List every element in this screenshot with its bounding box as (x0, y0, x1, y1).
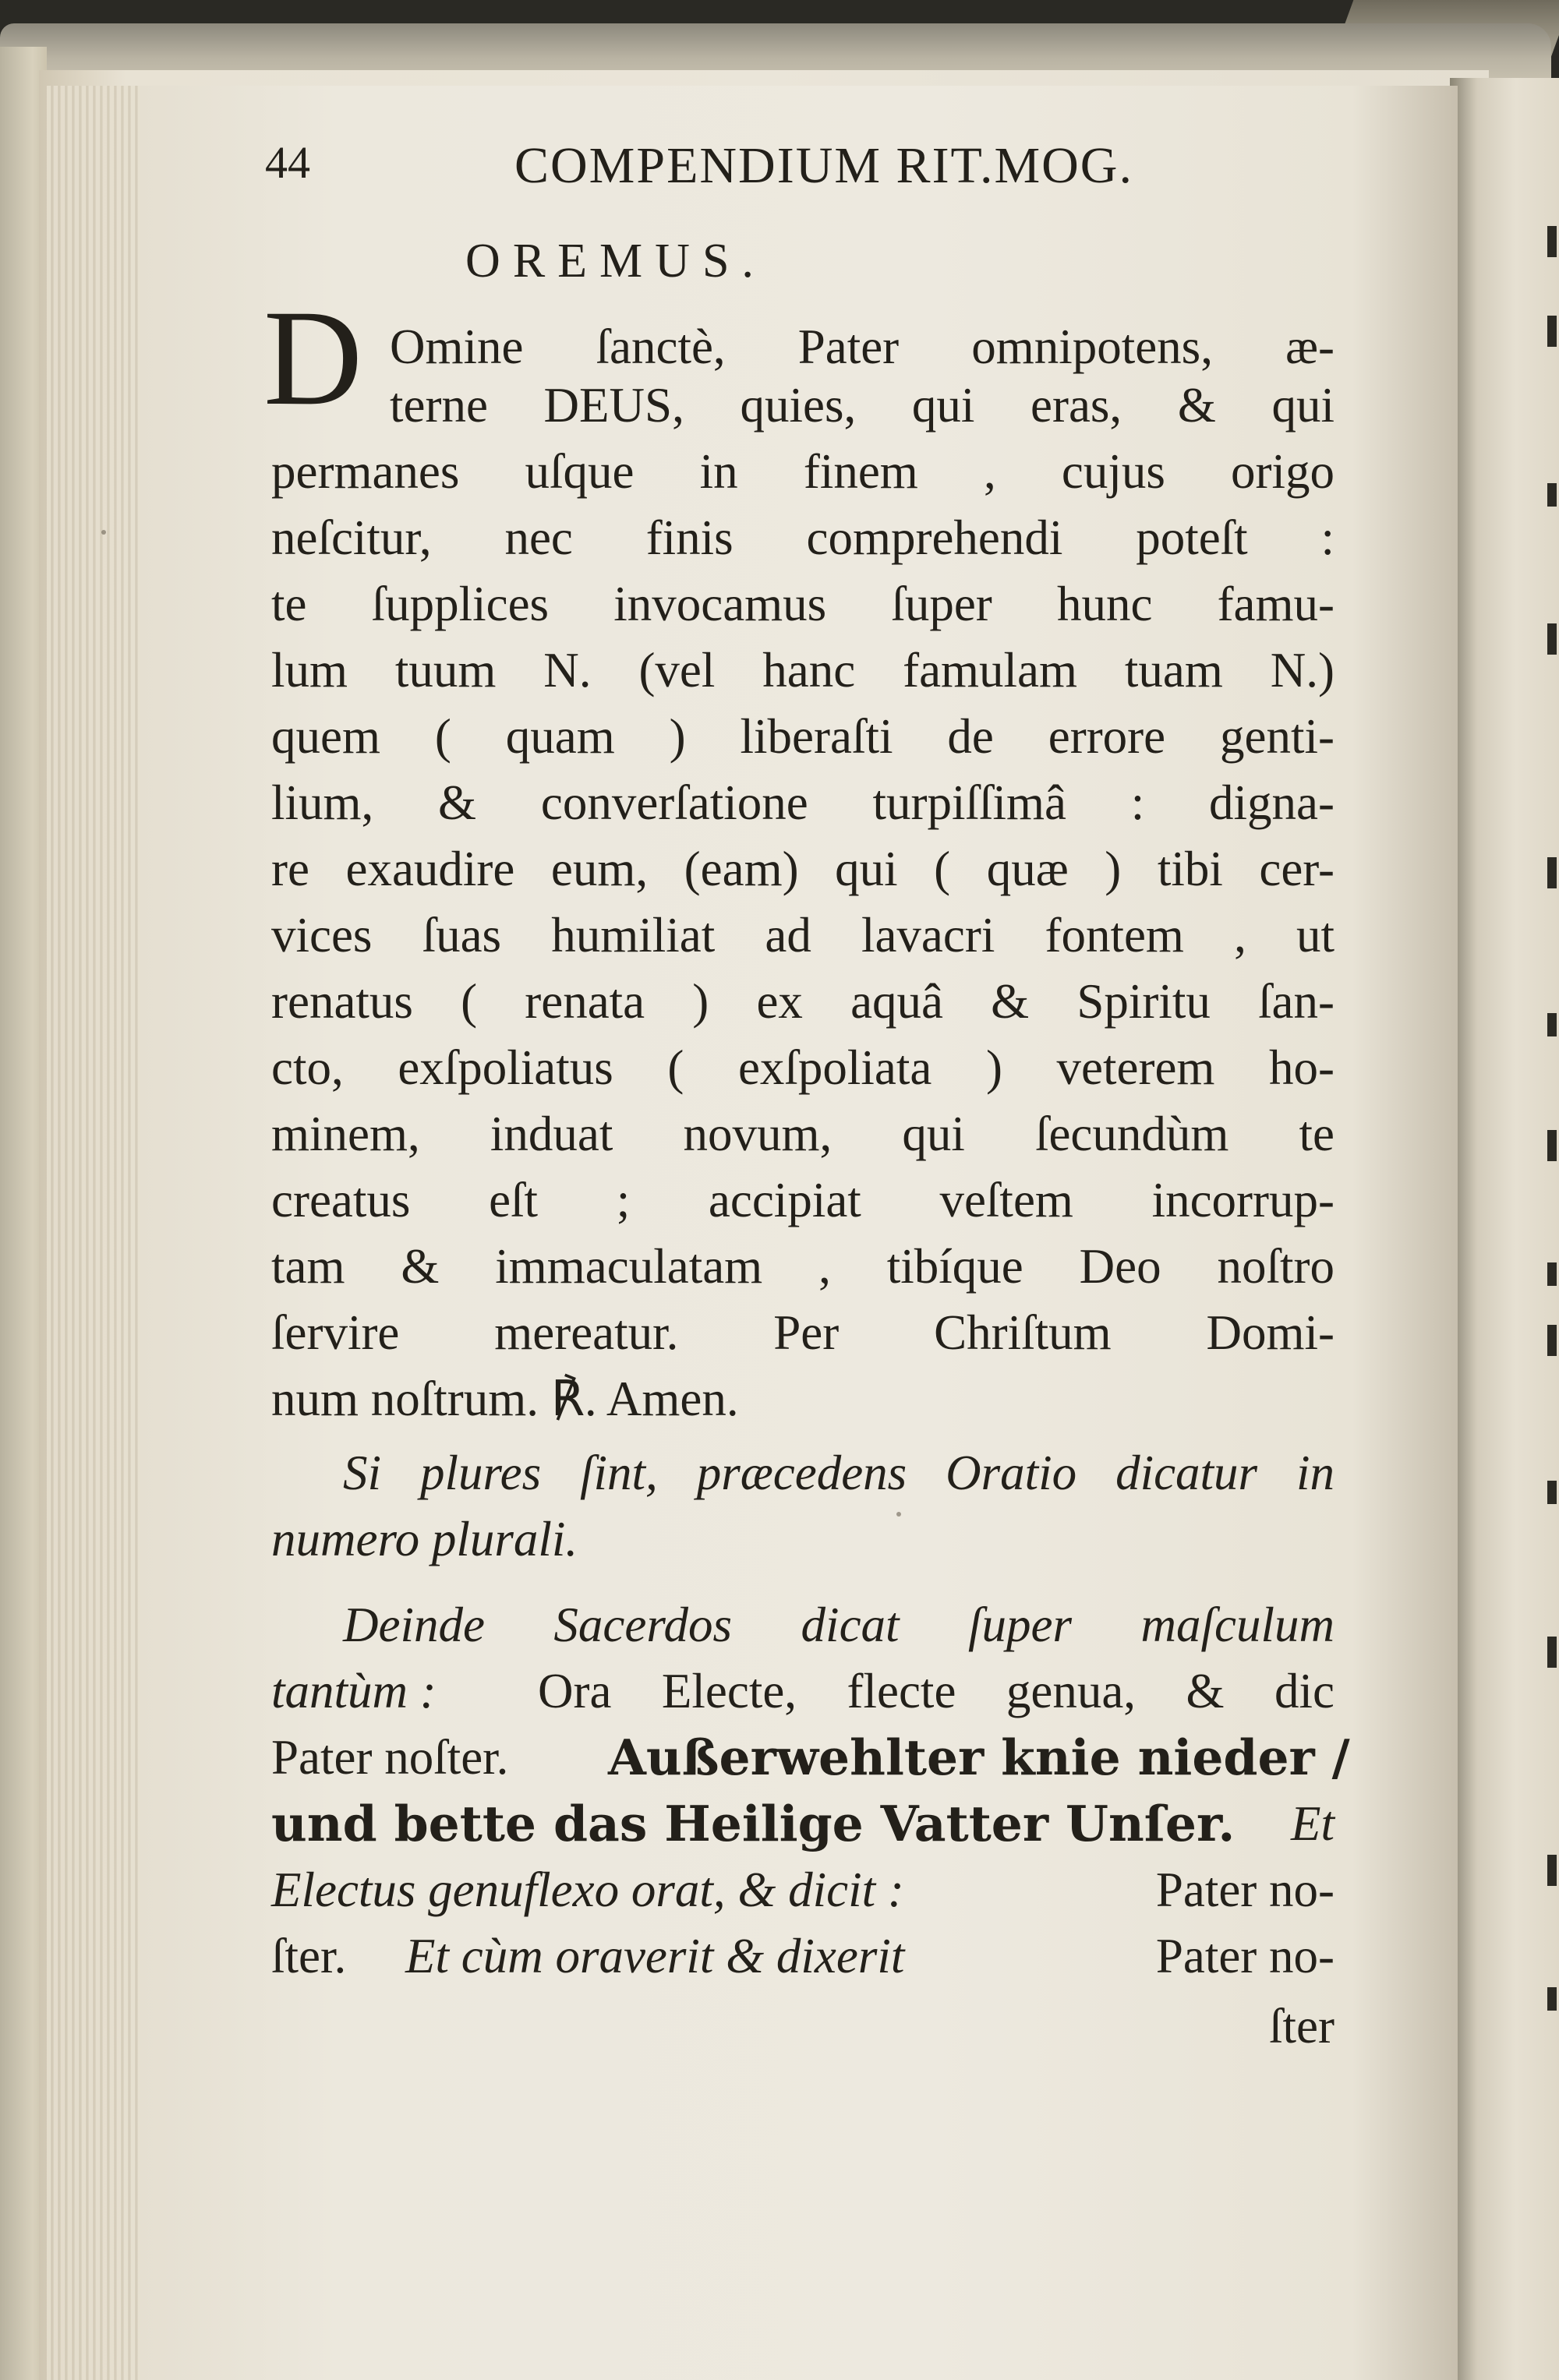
text-line: quem ( quam ) liberaſti de errore genti- (271, 709, 1335, 764)
rubric-italic: Electus genuflexo orat, & dicit : (271, 1863, 904, 1917)
german-text: Außerwehlter knie nieder / (608, 1729, 1350, 1786)
text-line: creatus eſt ; accipiat veſtem incorrup- (271, 1173, 1335, 1227)
text-line: permanes uſque in finem , cujus origo (271, 444, 1335, 499)
rubric-roman: Pater no- (1155, 1863, 1335, 1917)
running-title: COMPENDIUM RIT.MOG. (514, 137, 1133, 194)
page-number: 44 (265, 137, 310, 188)
rubric-line: numero plurali. (271, 1512, 578, 1566)
page-fore-edge (47, 86, 148, 2380)
rubric-roman: Pater no- (1155, 1929, 1335, 1983)
rubric-roman: ſter. (271, 1929, 347, 1983)
paper-blemish (101, 530, 106, 535)
rubric-italic: tantùm : (271, 1664, 437, 1718)
german-text: und bette das Heilige Vatter Unſer. (271, 1795, 1236, 1852)
text-line: te ſupplices invocamus ſuper hunc famu- (271, 577, 1335, 631)
text-line: num noſtrum. ℟. Amen. (271, 1372, 739, 1426)
rubric-roman: Pater noſter. (271, 1730, 509, 1785)
text-line: lum tuum N. (vel hanc famulam tuam N.) (271, 643, 1335, 697)
text-line: tam & immaculatam , tibíque Deo noſtro (271, 1239, 1335, 1294)
catchword: ſter (1269, 1999, 1335, 2053)
rubric-italic: Et cùm oraverit & dixerit (405, 1929, 905, 1983)
rubric-roman: Ora Electe, flecte genua, & dic (538, 1664, 1335, 1718)
drop-capital: D (263, 282, 363, 434)
text-line: Omine ſanctè, Pater omnipotens, æ- (390, 320, 1335, 374)
text-line: renatus ( renata ) ex aquâ & Spiritu ſan- (271, 974, 1335, 1029)
text-line: lium, & converſatione turpiſſimâ : digna- (271, 775, 1335, 830)
text-line: vices ſuas humiliat ad lavacri fontem , ut (271, 908, 1335, 962)
rubric-italic: Et (1291, 1796, 1335, 1851)
heading-text: OREMUS. (465, 235, 766, 288)
rubric-line: Deinde Sacerdos dicat ſuper maſculum (343, 1598, 1335, 1652)
text-line: minem, induat novum, qui ſecundùm te (271, 1107, 1335, 1161)
rubric-line: Si plures ſint, præcedens Oratio dicatur in (343, 1446, 1335, 1500)
running-header (265, 136, 1333, 207)
text-line: re exaudire eum, (eam) qui ( quæ ) tibi cer- (271, 842, 1335, 896)
text-line: terne DEUS, quies, qui eras, & qui (390, 378, 1335, 433)
text-line: neſcitur, nec finis comprehendi poteſt : (271, 510, 1335, 565)
rubric-line-mixed (271, 1660, 437, 1722)
text-line: cto, exſpoliatus ( exſpoliata ) veterem ho- (271, 1040, 1335, 1095)
section-heading (0, 234, 1559, 289)
facing-page-edge (1450, 78, 1559, 2380)
text-line: ſervire mereatur. Per Chriſtum Domi- (271, 1305, 1335, 1360)
